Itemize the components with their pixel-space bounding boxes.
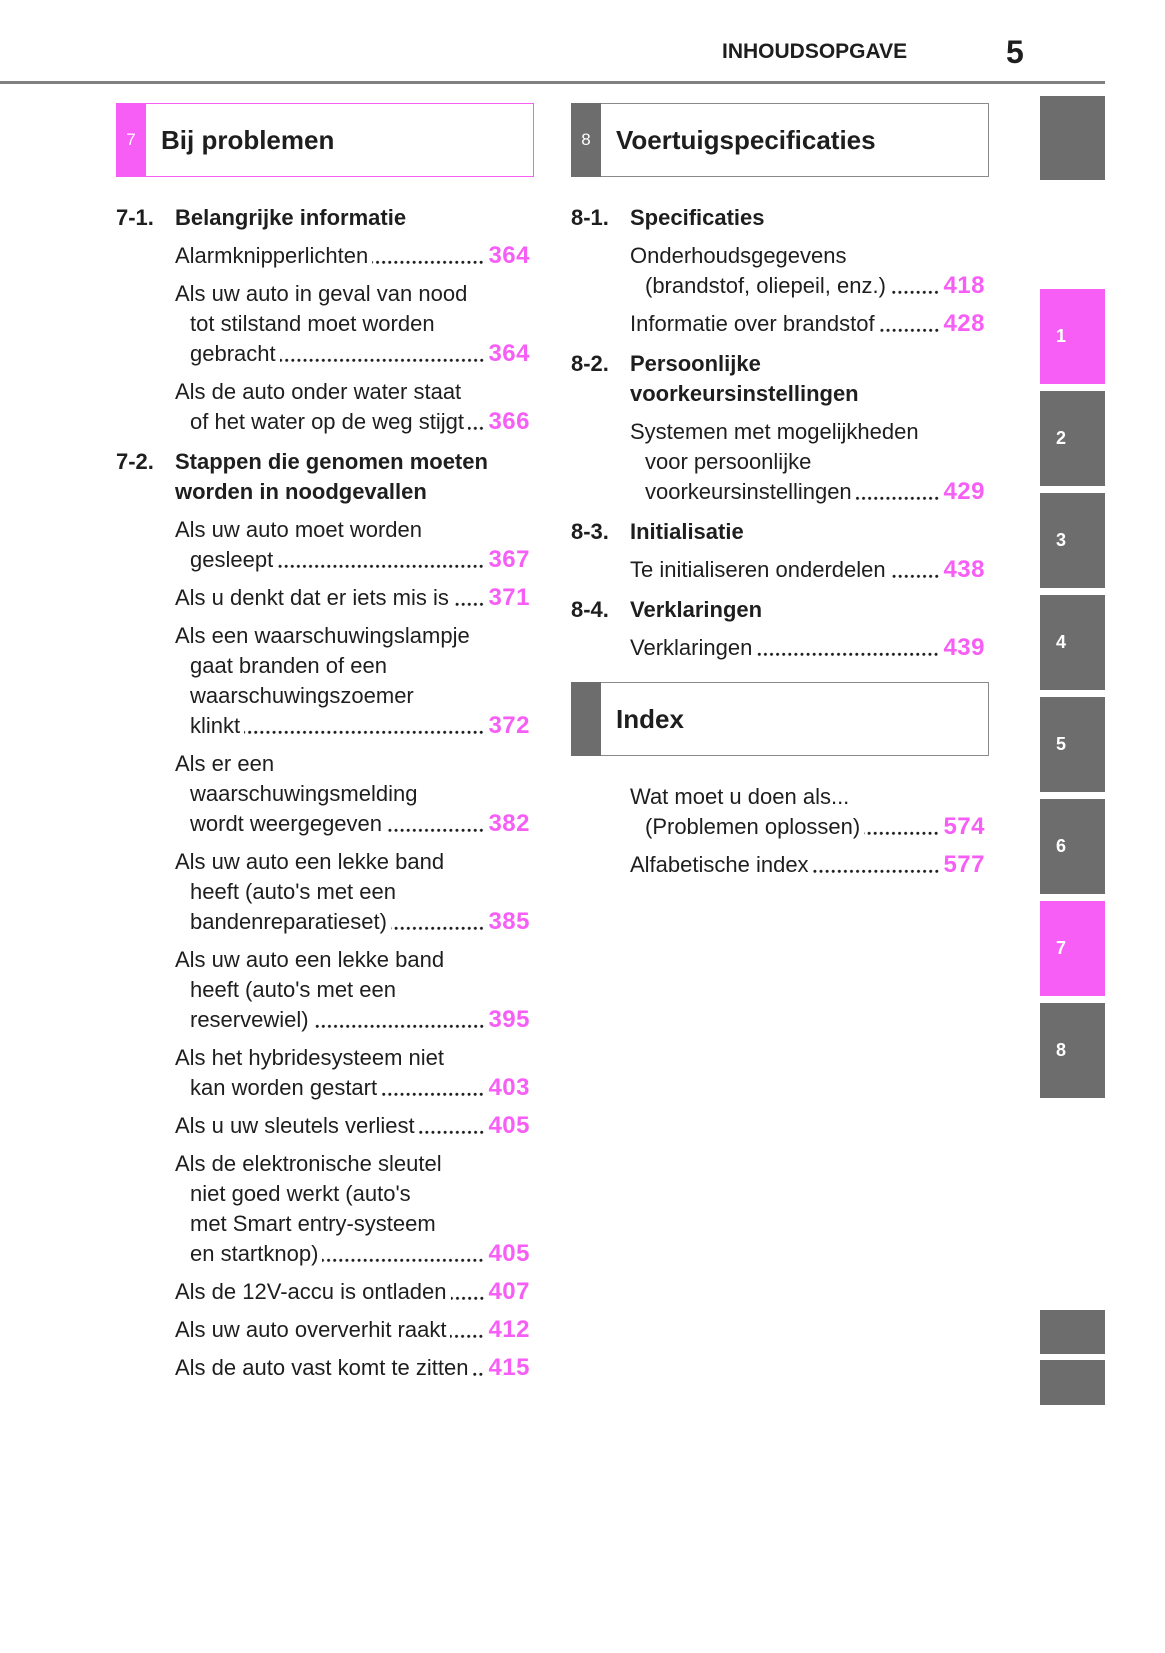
toc-entry[interactable] [116, 1149, 534, 1269]
page-number[interactable]: 428 [943, 310, 985, 337]
entry-line [175, 847, 530, 877]
entry-line [175, 877, 530, 907]
entry-line [175, 1005, 530, 1035]
toc-entry[interactable] [116, 515, 534, 575]
entry-line [175, 583, 530, 613]
section-heading [116, 203, 534, 233]
entry-line [175, 711, 530, 741]
entry-line [175, 907, 530, 937]
side-tab-chapter-8[interactable] [1040, 1003, 1105, 1098]
entry-line [175, 809, 530, 839]
section-title [116, 447, 534, 507]
entry-line [175, 621, 530, 651]
entry-text: Als uw auto een lekke band [175, 947, 445, 972]
header-rule [0, 81, 1105, 84]
entry-text: Als een waarschuwingslampje [175, 623, 470, 648]
entry-line [630, 447, 985, 477]
entry-text: Systemen met mogelijkheden [630, 419, 919, 444]
dot-leader [864, 812, 939, 842]
dot-leader [451, 1277, 485, 1307]
section-title-line: Belangrijke informatie [175, 205, 407, 230]
entry-text: heeft (auto's met een [190, 977, 396, 1002]
header-page-number: 5 [1006, 34, 1024, 70]
tab-label: 5 [1056, 734, 1067, 754]
entry-text: reservewiel) [190, 1007, 309, 1032]
side-tab-chapter-2[interactable] [1040, 391, 1105, 486]
chapter-7-header-box [116, 103, 534, 177]
page-number[interactable]: 371 [488, 584, 530, 611]
side-tab-chapter-6[interactable] [1040, 799, 1105, 894]
chapter-title: Bij problemen [161, 124, 335, 155]
page-number[interactable]: 385 [488, 908, 530, 935]
dot-leader [419, 1111, 485, 1141]
entry-text: of het water op de weg stijgt [190, 409, 464, 434]
page-number[interactable]: 382 [488, 810, 530, 837]
entry-text: bandenreparatieset) [190, 909, 387, 934]
section-title-line: worden in noodgevallen [175, 479, 427, 504]
toc-entry[interactable] [571, 309, 989, 339]
section-heading [571, 517, 989, 547]
page-number[interactable]: 405 [488, 1112, 530, 1139]
section-title [571, 203, 989, 233]
entry-line [175, 241, 530, 271]
toc-entry[interactable] [116, 1043, 534, 1103]
entry-text: Onderhoudsgegevens [630, 243, 847, 268]
page-number[interactable]: 412 [488, 1316, 530, 1343]
page-number[interactable]: 407 [488, 1278, 530, 1305]
entry-text: gebracht [190, 341, 276, 366]
dot-leader [372, 241, 484, 271]
section-title-line: Verklaringen [630, 597, 763, 622]
entry-line [175, 515, 530, 545]
page-number[interactable]: 574 [943, 813, 985, 840]
section-title-line: Persoonlijke [630, 351, 761, 376]
entry-line [175, 681, 530, 711]
entry-text: voorkeursinstellingen [645, 479, 852, 504]
section-title [116, 203, 534, 233]
toc-entry[interactable] [571, 241, 989, 301]
entry-text: niet goed werkt (auto's [190, 1181, 411, 1206]
entry-text: kan worden gestart [190, 1075, 378, 1100]
entry-text: Als de elektronische sleutel [175, 1151, 442, 1176]
section-number: 8-3. [571, 519, 609, 544]
side-tab-chapter-5[interactable] [1040, 697, 1105, 792]
entry-text: gesleept [190, 547, 274, 572]
chapter-strip [571, 682, 601, 756]
entry-line [175, 1239, 530, 1269]
dot-leader [813, 850, 940, 880]
entry-text: Als er een [175, 751, 275, 776]
toc-entry[interactable] [116, 583, 534, 613]
entry-text: Te initialiseren onderdelen [630, 557, 886, 582]
section-title [571, 517, 989, 547]
chapter-title: Voertuigspecificaties [616, 124, 876, 155]
section-number: 8-4. [571, 597, 609, 622]
dot-leader [450, 1315, 484, 1345]
page-number[interactable]: 439 [943, 634, 985, 661]
entry-text: Als uw auto oververhit raakt [175, 1317, 447, 1342]
page-number[interactable]: 405 [488, 1240, 530, 1267]
tab-label: 1 [1056, 326, 1067, 346]
entry-line [175, 651, 530, 681]
dot-leader [890, 555, 940, 585]
entry-text: (brandstof, oliepeil, enz.) [645, 273, 886, 298]
entry-text: Als het hybridesysteem niet [175, 1045, 445, 1070]
entry-text: Als de auto onder water staat [175, 379, 462, 404]
section-title-line: Specificaties [630, 205, 765, 230]
entry-line [175, 407, 530, 437]
entry-text: Alfabetische index [630, 852, 809, 877]
dot-leader [381, 1073, 484, 1103]
side-tab-contents[interactable] [1040, 96, 1105, 180]
index-header-box [571, 682, 989, 756]
entry-line [630, 271, 985, 301]
entry-line [630, 417, 985, 447]
page-number[interactable]: 395 [488, 1006, 530, 1033]
entry-line [630, 633, 985, 663]
entry-text: Informatie over brandstof [630, 311, 875, 336]
section-number: 7-1. [116, 205, 154, 230]
toc-entry[interactable] [571, 782, 989, 842]
entry-line [175, 1179, 530, 1209]
index-title: Index [616, 703, 684, 734]
entry-line [175, 545, 530, 575]
entry-text: heeft (auto's met een [190, 879, 396, 904]
entry-line [630, 782, 985, 812]
tab-label: 2 [1056, 428, 1067, 448]
side-tab-index[interactable] [1040, 1310, 1105, 1354]
section-heading [571, 595, 989, 625]
dot-leader [468, 407, 485, 437]
entry-text: Als u uw sleutels verliest [175, 1113, 415, 1138]
toc-entry[interactable] [571, 555, 989, 585]
section-title-line: Stappen die genomen moeten [175, 449, 488, 474]
entry-line [175, 1111, 530, 1141]
entry-line [175, 1043, 530, 1073]
section-title [571, 595, 989, 625]
toc-entry[interactable] [116, 1111, 534, 1141]
index-contents [571, 774, 989, 880]
tab-label: 6 [1056, 836, 1067, 856]
dot-leader [277, 545, 484, 575]
page-number[interactable]: 577 [943, 851, 985, 878]
entry-text: waarschuwingszoemer [190, 683, 414, 708]
dot-leader [280, 339, 485, 369]
toc-entry[interactable] [116, 279, 534, 369]
tab-label: 7 [1056, 938, 1067, 958]
entry-line [175, 377, 530, 407]
entry-line [630, 477, 985, 507]
dot-leader [472, 1353, 484, 1383]
toc-entry[interactable] [116, 749, 534, 839]
page-number[interactable]: 367 [488, 546, 530, 573]
entry-text: gaat branden of een [190, 653, 387, 678]
side-tab-chapter-1[interactable] [1040, 289, 1105, 384]
entry-line [175, 1353, 530, 1383]
toc-entry[interactable] [116, 241, 534, 271]
entry-text: Verklaringen [630, 635, 753, 660]
section-heading [571, 349, 989, 409]
entry-line [175, 945, 530, 975]
entry-text: wordt weergegeven [190, 811, 383, 836]
entry-line [175, 749, 530, 779]
entry-line [175, 309, 530, 339]
entry-line [175, 1209, 530, 1239]
tab-label: 8 [1056, 1040, 1067, 1060]
page-number[interactable]: 403 [488, 1074, 530, 1101]
entry-line [175, 975, 530, 1005]
toc-entry[interactable] [571, 417, 989, 507]
entry-text: Als de auto vast komt te zitten [175, 1355, 469, 1380]
entry-line [175, 779, 530, 809]
entry-text: klinkt [190, 713, 241, 738]
entry-text: Alarmknipperlichten [175, 243, 369, 268]
entry-text: Als de 12V-accu is ontladen [175, 1279, 447, 1304]
dot-leader [386, 809, 484, 839]
section-title-line: voorkeursinstellingen [630, 381, 859, 406]
toc-entry[interactable] [116, 945, 534, 1035]
entry-text: Als u denkt dat er iets mis is [175, 585, 449, 610]
side-tab-back[interactable] [1040, 1360, 1105, 1405]
page-number[interactable]: 415 [488, 1354, 530, 1381]
page-number[interactable]: 364 [488, 242, 530, 269]
side-tab-chapter-3[interactable] [1040, 493, 1105, 588]
dot-leader [453, 583, 485, 613]
dot-leader [244, 711, 484, 741]
tab-label: 3 [1056, 530, 1067, 550]
section-title [571, 349, 989, 409]
page-number[interactable]: 364 [488, 340, 530, 367]
page-number[interactable]: 366 [488, 408, 530, 435]
section-heading [571, 203, 989, 233]
entry-text: Als uw auto moet worden [175, 517, 423, 542]
toc-entry[interactable] [116, 377, 534, 437]
section-number: 8-1. [571, 205, 609, 230]
chapter-number-badge: 7 [116, 103, 146, 177]
toc-entry[interactable] [116, 847, 534, 937]
toc-entry[interactable] [116, 621, 534, 741]
dot-leader [313, 1005, 485, 1035]
chapter-7-contents [116, 203, 534, 1383]
entry-text: tot stilstand moet worden [190, 311, 435, 336]
toc-entry[interactable] [571, 850, 989, 880]
tab-label: 4 [1056, 632, 1067, 652]
page-number[interactable]: 418 [943, 272, 985, 299]
page-number[interactable]: 372 [488, 712, 530, 739]
entry-line [630, 309, 985, 339]
entry-line [630, 812, 985, 842]
toc-entry[interactable] [116, 1277, 534, 1307]
entry-line [630, 555, 985, 585]
chapter-8-header-box [571, 103, 989, 177]
dot-leader [391, 907, 485, 937]
section-number: 7-2. [116, 449, 154, 474]
entry-line [175, 1149, 530, 1179]
section-title-line: Initialisatie [630, 519, 744, 544]
toc-entry[interactable] [116, 1353, 534, 1383]
entry-text: waarschuwingsmelding [190, 781, 418, 806]
side-tab-chapter-4[interactable] [1040, 595, 1105, 690]
entry-line [175, 1073, 530, 1103]
dot-leader [322, 1239, 484, 1269]
entry-text: en startknop) [190, 1241, 319, 1266]
dot-leader [879, 309, 940, 339]
entry-line [630, 850, 985, 880]
toc-entry[interactable] [116, 1315, 534, 1345]
entry-text: Als uw auto in geval van nood [175, 281, 468, 306]
section-heading [116, 447, 534, 507]
dot-leader [890, 271, 940, 301]
entry-text: met Smart entry-systeem [190, 1211, 436, 1236]
side-tab-chapter-7[interactable] [1040, 901, 1105, 996]
entry-text: (Problemen oplossen) [645, 814, 861, 839]
section-number: 8-2. [571, 351, 609, 376]
entry-line [175, 339, 530, 369]
entry-text: Wat moet u doen als... [630, 784, 850, 809]
entry-line [175, 1315, 530, 1345]
entry-line [630, 241, 985, 271]
running-header-title: INHOUDSOPGAVE [722, 40, 908, 63]
entry-line [175, 279, 530, 309]
chapter-number-badge: 8 [571, 103, 601, 177]
entry-text: voor persoonlijke [645, 449, 812, 474]
dot-leader [756, 633, 939, 663]
dot-leader [856, 477, 940, 507]
entry-text: Als uw auto een lekke band [175, 849, 445, 874]
page-number[interactable]: 429 [943, 478, 985, 505]
toc-entry[interactable] [571, 633, 989, 663]
page-number[interactable]: 438 [943, 556, 985, 583]
chapter-8-contents [571, 203, 989, 663]
entry-line [175, 1277, 530, 1307]
